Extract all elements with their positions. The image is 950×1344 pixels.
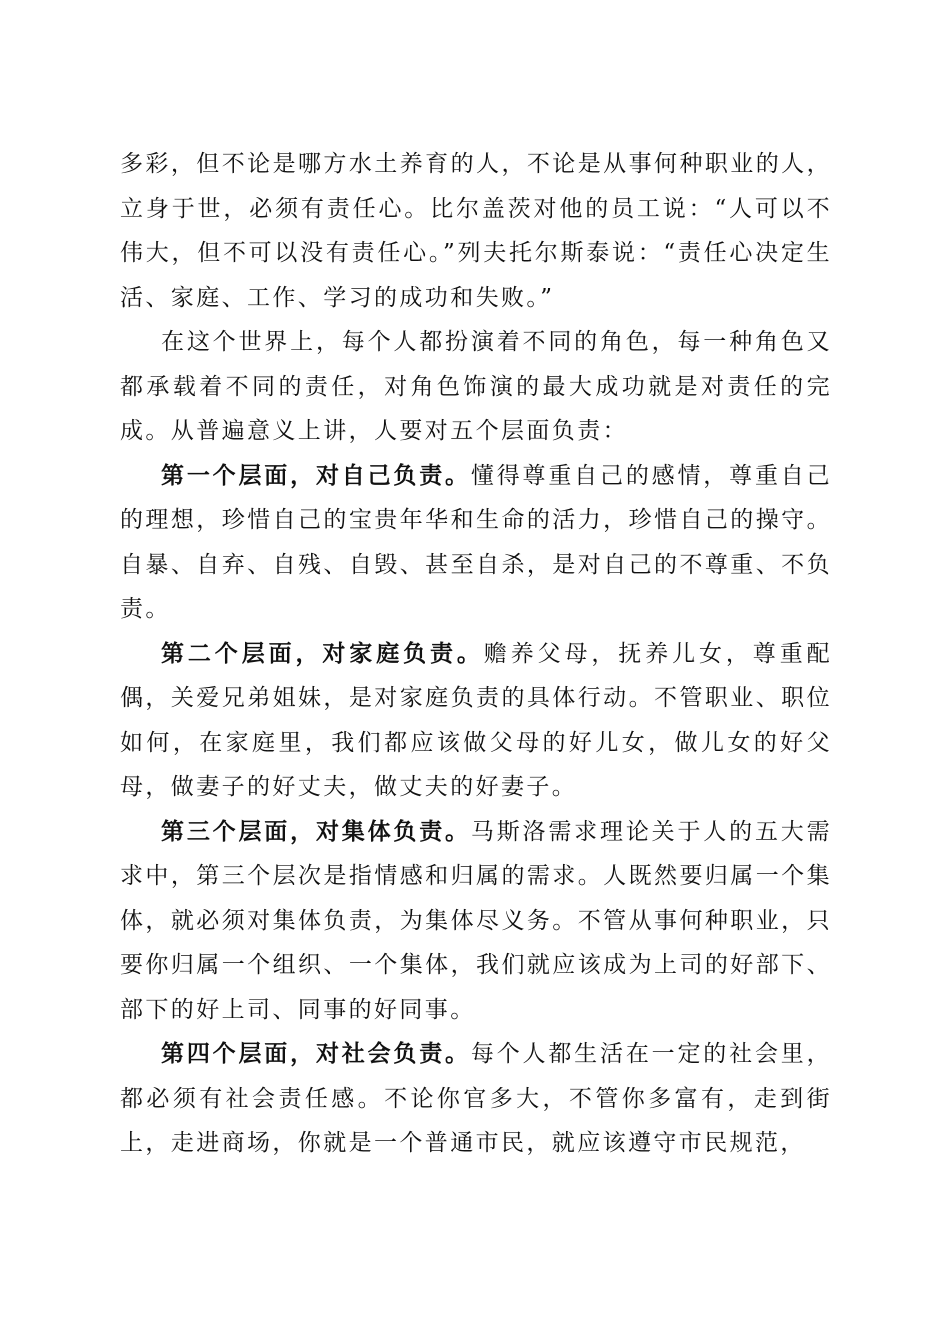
paragraph-text: 多彩，但不论是哪方水土养育的人，不论是从事何种职业的人，立身于世，必须有责任心。比尔盖茨对他的员工说：“人可以不伟大，但不可以没有责任心。”列夫托尔斯泰说：“责任心决定生活、家庭、工作、学习的成功和失败。” — [120, 151, 832, 311]
paragraph-society-responsibility — [120, 1032, 832, 1166]
paragraph-heading: 第四个层面，对社会负责。 — [161, 1040, 471, 1067]
paragraph-text: 每个人都生活在一定的社会里，都必须有社会责任感。不论你官多大，不管你多富有，走到街上，走进商场，你就是一个普通市民，就应该遵守市民规范， — [120, 1041, 832, 1156]
paragraph-text: 马斯洛需求理论关于人的五大需求中，第三个层次是指情感和归属的需求。人既然要归属一个集体，就必须对集体负责，为集体尽义务。不管从事何种职业，只要你归属一个组织、一个集体，我们就应该成为上司的好部下、部下的好上司、同事的好同事。 — [120, 818, 832, 1023]
paragraph-roles-intro — [120, 320, 832, 454]
paragraph-text: 赡养父母，抚养儿女，尊重配偶，关爱兄弟姐妹，是对家庭负责的具体行动。不管职业、职位如何，在家庭里，我们都应该做父母的好儿女，做儿女的好父母，做妻子的好丈夫，做丈夫的好妻子。 — [120, 640, 832, 800]
paragraph-family-responsibility — [120, 632, 832, 810]
paragraph-heading: 第一个层面，对自己负责。 — [161, 461, 471, 489]
paragraph-self-responsibility — [120, 454, 832, 632]
paragraph-collective-responsibility — [120, 810, 832, 1033]
paragraph-text: 懂得尊重自己的感情，尊重自己的理想，珍惜自己的宝贵年华和生命的活力，珍惜自己的操守。自暴、自弃、自残、自毁、甚至自杀，是对自己的不尊重、不负责。 — [120, 462, 832, 622]
document-page — [120, 142, 832, 1166]
paragraph-text: 在这个世界上，每个人都扮演着不同的角色，每一种角色又都承载着不同的责任，对角色饰演的最大成功就是对责任的完成。从普遍意义上讲，人要对五个层面负责： — [120, 329, 832, 444]
paragraph-heading: 第三个层面，对集体负责。 — [161, 817, 471, 845]
paragraph-heading: 第二个层面，对家庭负责。 — [161, 639, 484, 667]
paragraph-continuation — [120, 142, 832, 320]
